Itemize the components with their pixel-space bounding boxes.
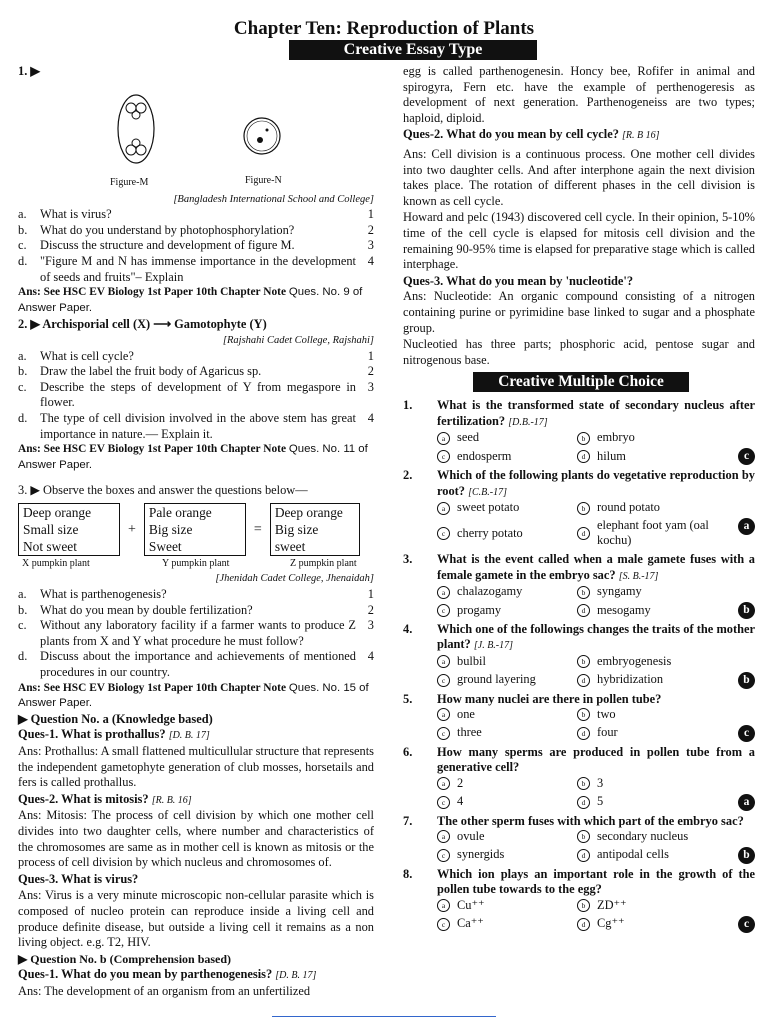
mcq-option-b[interactable]: b secondary nucleus (577, 829, 733, 845)
mcq-item: 1. What is the transformed state of secondary nucleus after fertilization? [D.B.-17] a seed b embryo c endosperm d hilum c (403, 398, 755, 465)
left-column (18, 64, 374, 1001)
q2-part-d: d. The type of cell division involved in the above stem has great importance in nature.— Explain it. 4 (18, 410, 374, 441)
option-letter-circle-icon: b (577, 708, 590, 721)
option-letter-circle-icon: c (437, 450, 450, 463)
q1-answer-ref: Ans: See HSC EV Biology 1st Paper 10th Chapter Note Ques. No. 9 of Answer Paper. (18, 286, 363, 314)
mcq-option-d[interactable]: d elephant foot yam (oal kochu) (577, 518, 733, 549)
option-letter-circle-icon: c (437, 796, 450, 809)
mcq-item: 5. How many nuclei are there in pollen tube? a one b two c three d four c (403, 692, 755, 742)
mcq-option-b[interactable]: b embryogenesis (577, 654, 733, 670)
option-letter-circle-icon: b (577, 655, 590, 668)
box-z: Deep orange Big size sweet (270, 503, 359, 555)
q3-part-b: b. What do you mean by double fertilization? 2 (18, 602, 374, 617)
mcq-option-a[interactable]: a seed (437, 430, 577, 446)
knowledge-question: Ques-3. What is virus? (18, 871, 139, 886)
mcq-option-c[interactable]: c ground layering (437, 672, 577, 689)
option-letter-circle-icon: d (577, 796, 590, 809)
mcq-option-b[interactable]: b two (577, 707, 733, 723)
chapter-title: Chapter Ten: Reproduction of Plants (233, 18, 535, 39)
option-letter-circle-icon: c (437, 849, 450, 862)
section-band-mcq: Creative Multiple Choice (473, 372, 689, 392)
figure-n-label: Figure-N (245, 174, 282, 186)
option-letter-circle-icon: b (577, 432, 590, 445)
option-letter-circle-icon: c (437, 527, 450, 540)
comprehension-heading: ▶ Question No. b (Comprehension based) (18, 951, 232, 966)
comprehension-a2b: Howard and pelc (1943) discovered cell cycle. In their opinion, 5-10% time of the cell cycle is elapsed for mitosis cell division and the remaining 90-95% time is elapsed for preparative stage which is called interphage. (403, 210, 755, 272)
option-letter-circle-icon: c (437, 918, 450, 931)
option-letter-circle-icon: d (577, 674, 590, 687)
mcq-option-d[interactable]: d hilum (577, 448, 733, 465)
q1-number: 1. ▶ (18, 64, 40, 78)
mcq-question: Which of the following plants do vegetative reproduction by root? [C.B.-17] (437, 468, 755, 498)
q3-cross-boxes (18, 503, 360, 556)
option-letter-circle-icon: b (577, 830, 590, 843)
knowledge-answer: Ans: Virus is a very minute microscopic non-cellular parasite which is composed of nucleo protein can reproduce inside a living cell and produce definite disease, but outside a living cell it remains as a non living object. e.g. T2, HIV. (18, 888, 374, 950)
mcq-option-b[interactable]: b embryo (577, 430, 733, 446)
q3-part-a: a. What is parthenogenesis? 1 (18, 587, 374, 602)
mcq-option-b[interactable]: b syngamy (577, 584, 733, 600)
option-letter-circle-icon: c (437, 604, 450, 617)
q2-parts (18, 349, 374, 443)
mcq-option-d[interactable]: d Cg⁺⁺ (577, 916, 733, 933)
option-letter-circle-icon: b (577, 586, 590, 599)
option-letter-circle-icon: d (577, 604, 590, 617)
plus-sign: + (128, 521, 136, 537)
correct-answer-badge: a (738, 794, 755, 811)
right-column (403, 64, 755, 933)
correct-answer-badge: a (738, 518, 755, 535)
mcq-option-b[interactable]: b round potato (577, 500, 733, 516)
mcq-option-a[interactable]: a bulbil (437, 654, 577, 670)
q3-stem: 3. ▶ Observe the boxes and answer the questions below— (18, 483, 308, 498)
mcq-question: What is the event called when a male gamete fuses with a female gamete in the embryo sac? [S. B.-17] (437, 552, 755, 582)
knowledge-items (18, 727, 374, 950)
knowledge-heading: ▶ Question No. a (Knowledge based) (18, 711, 213, 726)
q2-source: [Rajshahi Cadet College, Rajshahi] (222, 334, 374, 346)
mcq-option-d[interactable]: d hybridization (577, 672, 733, 689)
option-letter-circle-icon: a (437, 899, 450, 912)
option-letter-circle-icon: b (577, 777, 590, 790)
q2-part-c: c. Describe the steps of development of Y from megaspore in flower. 3 (18, 379, 374, 410)
q1-part-c: c. Discuss the structure and development of figure M. 3 (18, 238, 374, 253)
mcq-item: 3. What is the event called when a male gamete fuses with a female gamete in the embryo sac? [S. B.-17] a chalazogamy b syngamy c progamy d mesogamy b (403, 552, 755, 619)
correct-answer-badge: c (738, 448, 755, 465)
mcq-item: 4. Which one of the followings changes the traits of the mother plant? [J. B.-17] a bulbil b embryogenesis c ground layering d hybridization b (403, 622, 755, 689)
mcq-option-c[interactable]: c Ca⁺⁺ (437, 916, 577, 933)
option-letter-circle-icon: a (437, 708, 450, 721)
mcq-question: How many nuclei are there in pollen tube? (437, 691, 662, 706)
mcq-option-a[interactable]: a Cu⁺⁺ (437, 898, 577, 914)
option-letter-circle-icon: d (577, 918, 590, 931)
q2-part-a: a. What is cell cycle? 1 (18, 348, 374, 363)
mcq-option-d[interactable]: d mesogamy (577, 602, 733, 619)
correct-answer-badge: b (738, 847, 755, 864)
mcq-item: 8. Which ion plays an important role in the growth of the pollen tube towards to the egg? a Cu⁺⁺ b ZD⁺⁺ c Ca⁺⁺ d Cg⁺⁺ c (403, 867, 755, 933)
q1-parts (18, 207, 374, 285)
comprehension-a3: Ans: Nucleotide: An organic compound consisting of a nitrogen containing purine or pyrimidine base linked to sugar and a phosphate group. (403, 289, 755, 335)
mcq-option-d[interactable]: d antipodal cells (577, 847, 733, 864)
figure-m-label: Figure-M (110, 176, 149, 188)
q2-part-b: b. Draw the label the fruit body of Agaricus sp. 2 (18, 364, 374, 379)
q3-parts (18, 587, 374, 681)
comprehension-a2: Ans: Cell division is a continuous process. One mother cell divides into two daughter cells. And after interphone again the next division takes place. The rotation of different phases in the cell division is known as cell cycle. (403, 146, 755, 208)
q1-part-d: d. "Figure M and N has immense importance in the development of seeds and fruits"– Explain 4 (18, 253, 374, 284)
mcq-item: 2. Which of the following plants do vegetative reproduction by root? [C.B.-17] a sweet potato b round potato c cherry potato d elephant foot yam (oal kochu) a (403, 468, 755, 548)
q3-part-d: d. Discuss about the importance and achievements of mentioned procedures in our country. 4 (18, 649, 374, 680)
correct-answer-badge: c (738, 725, 755, 742)
option-letter-circle-icon: c (437, 727, 450, 740)
mcq-option-c[interactable]: c 4 (437, 794, 577, 811)
comprehension-q1: Ques-1. What do you mean by parthenogenesis? [D. B. 17] (18, 967, 317, 982)
comprehension-a1-cont: egg is called parthenogenesin. Honcy bee, Rofifer in animal and spirogyra, Fern etc. have the example of perthenogeresis as development of next generation. Parthenogeneiss are two types; haploid, diploid. (403, 64, 755, 125)
q1-part-a: a. What is virus? 1 (18, 207, 374, 222)
correct-answer-badge: b (738, 602, 755, 619)
q3-box-labels: X pumpkin plant Y pumpkin plant Z pumpkin plant (22, 557, 357, 569)
mcq-item: 6. How many sperms are produced in pollen tube from a generative cell? a 2 b 3 c 4 d 5 a (403, 745, 755, 811)
mcq-option-a[interactable]: a chalazogamy (437, 584, 577, 600)
mcq-option-c[interactable]: c cherry potato (437, 518, 577, 549)
option-letter-circle-icon: a (437, 502, 450, 515)
mcq-option-a[interactable]: a ovule (437, 829, 577, 845)
mcq-question: What is the transformed state of secondary nucleus after fertilization? [D.B.-17] (437, 398, 755, 428)
box-y: Pale orange Big size Sweet (144, 503, 245, 555)
option-letter-circle-icon: d (577, 727, 590, 740)
option-letter-circle-icon: a (437, 586, 450, 599)
mcq-item: 7. The other sperm fuses with which part of the embryo sac? a ovule b secondary nucleus c synergids d antipodal cells b (403, 814, 755, 864)
knowledge-question: Ques-2. What is mitosis? [R. B. 16] (18, 791, 192, 806)
mcq-option-b[interactable]: b 3 (577, 776, 733, 792)
mcq-option-c[interactable]: c endosperm (437, 448, 577, 465)
q1-part-b: b. What do you understand by photophosphorylation? 2 (18, 222, 374, 237)
option-letter-circle-icon: d (577, 450, 590, 463)
q3-answer-ref: Ans: See HSC EV Biology 1st Paper 10th Chapter Note Ques. No. 15 of Answer Paper. (18, 681, 369, 710)
mcq-option-d[interactable]: d 5 (577, 794, 733, 811)
comprehension-a3b: Nucleotied has three parts; phosphoric acid, pentose sugar and nitrogenous base. (403, 337, 755, 367)
correct-answer-badge: b (738, 672, 755, 689)
correct-answer-badge: c (738, 916, 755, 933)
option-letter-circle-icon: d (577, 849, 590, 862)
q1-figures (18, 80, 374, 192)
mcq-option-b[interactable]: b ZD⁺⁺ (577, 898, 733, 914)
mcq-option-d[interactable]: d four (577, 725, 733, 742)
mcq-question: Which ion plays an important role in the growth of the pollen tube towards to the egg? (437, 866, 755, 897)
q2-answer-ref: Ans: See HSC EV Biology 1st Paper 10th Chapter Note Ques. No. 11 of Answer Paper. (18, 443, 368, 471)
q1-source: [Bangladesh International School and College] (173, 193, 374, 205)
option-letter-circle-icon: d (577, 527, 590, 540)
figure-n-cell-drawing (240, 112, 290, 162)
equals-sign: = (253, 521, 262, 537)
mcq-question: The other sperm fuses with which part of the embryo sac? (437, 813, 744, 828)
option-letter-circle-icon: a (437, 830, 450, 843)
q2-stem: 2. ▶ Archisporial cell (X) ⟶ Gamotophyte (Y) (18, 317, 267, 332)
mcq-option-c[interactable]: c progamy (437, 602, 577, 619)
mcq-option-c[interactable]: c three (437, 725, 577, 742)
comprehension-a1-start: Ans: The development of an organism from an unfertilized (18, 983, 311, 998)
mcq-option-a[interactable]: a sweet potato (437, 500, 577, 516)
q3-source: [Jhenidah Cadet College, Jhenaidah] (215, 573, 374, 585)
knowledge-answer: Ans: Mitosis: The process of cell division by which one mother cell divides into two daughter cells, where number and characteristics of the chromosomes are same as in mother cell is known as mitosis or the process of cell division by which nucleus and chromosomes of. (18, 808, 374, 870)
comprehension-q2: Ques-2. What do you mean by cell cycle? [R. B 16] (403, 127, 660, 142)
option-letter-circle-icon: b (577, 502, 590, 515)
mcq-question: How many sperms are produced in pollen tube from a generative cell? (437, 744, 755, 775)
option-letter-circle-icon: b (577, 899, 590, 912)
comprehension-q3: Ques-3. What do you mean by 'nucleotide'? (403, 273, 634, 288)
knowledge-answer: Ans: Prothallus: A small flattened multicullular structure that represents the independent gametophyte generation of club mosses, horsetails and fers is called prothallus. (18, 744, 374, 790)
mcq-question: Which one of the followings changes the traits of the mother plant? [J. B.-17] (437, 621, 755, 652)
mcq-list (403, 398, 755, 932)
mcq-option-a[interactable]: a 2 (437, 776, 577, 792)
mcq-option-c[interactable]: c synergids (437, 847, 577, 864)
footer-link-underline (272, 1016, 496, 1017)
option-letter-circle-icon: c (437, 674, 450, 687)
option-letter-circle-icon: a (437, 432, 450, 445)
option-letter-circle-icon: a (437, 777, 450, 790)
q3-part-c: c. Without any laboratory facility if a farmer wants to produce Z plants from X and Y what procedure he must follow? 3 (18, 618, 374, 648)
box-x: Deep orange Small size Not sweet (19, 503, 120, 555)
knowledge-question: Ques-1. What is prothallus? [D. B. 17] (18, 727, 210, 742)
option-letter-circle-icon: a (437, 655, 450, 668)
mcq-option-a[interactable]: a one (437, 707, 577, 723)
section-band-creative-essay: Creative Essay Type (289, 40, 537, 60)
figure-m-ovule-drawing (110, 92, 170, 166)
